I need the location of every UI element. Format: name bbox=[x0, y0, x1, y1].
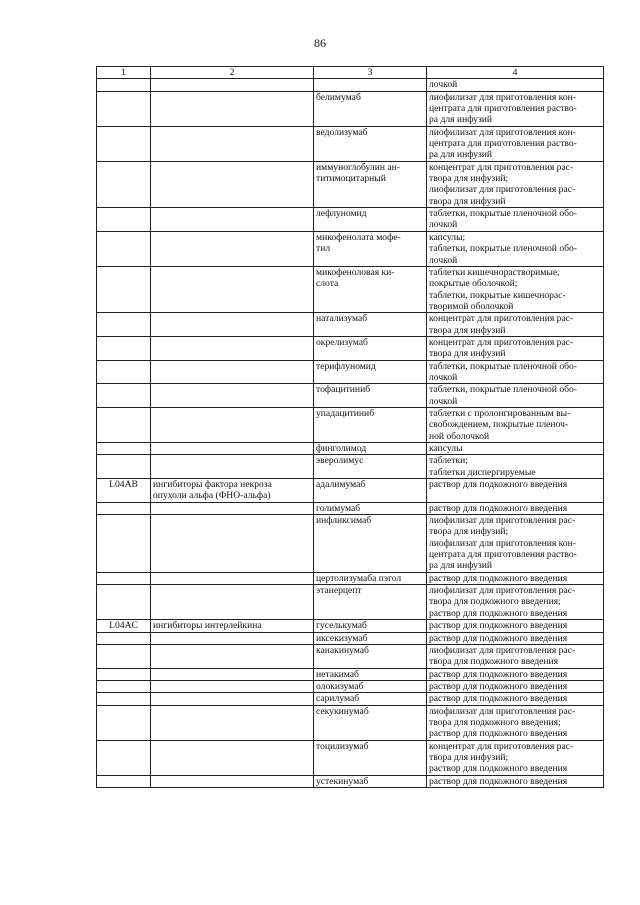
cell-line: олокизумаб bbox=[316, 680, 364, 692]
cell-line: раствор для подкожного введения bbox=[429, 668, 568, 680]
drug-name-cell bbox=[314, 775, 427, 787]
cell-line: белимумаб bbox=[316, 91, 361, 103]
header-col-3: 3 bbox=[314, 67, 427, 79]
cell-line: микофенолата мофе- bbox=[316, 231, 401, 243]
atc-code-cell bbox=[97, 502, 151, 514]
cell-line: ингибиторы интерлейкина bbox=[153, 620, 262, 632]
cell-line: раствор для подкожного введения bbox=[429, 680, 568, 692]
cell-line: ра для инфузий bbox=[429, 560, 493, 572]
cell-line: нетакимаб bbox=[316, 668, 359, 680]
cell-line: иксекизумаб bbox=[316, 632, 368, 644]
atc-code-cell bbox=[97, 79, 151, 91]
dosage-form-cell bbox=[427, 126, 604, 161]
drug-name-cell bbox=[314, 705, 427, 740]
atc-code-cell bbox=[97, 680, 151, 692]
cell-line: твора для инфузий bbox=[429, 324, 506, 336]
cell-line: концентрат для приготовления рас- bbox=[429, 313, 574, 325]
cell-line: голимумаб bbox=[316, 502, 361, 514]
dosage-form-cell bbox=[427, 231, 604, 266]
dosage-form-cell bbox=[427, 693, 604, 705]
group-name-cell bbox=[151, 705, 314, 740]
drug-name-cell bbox=[314, 407, 427, 442]
cell-line: таблетки, покрытые пленочной обо- bbox=[429, 208, 577, 220]
cell-line: натализумаб bbox=[316, 313, 368, 325]
group-name-cell bbox=[151, 620, 314, 632]
table-row bbox=[97, 705, 604, 740]
group-name-cell bbox=[151, 775, 314, 787]
group-name-cell bbox=[151, 266, 314, 312]
cell-line: иммуноглобулин ан- bbox=[316, 161, 400, 173]
cell-line: канакинумаб bbox=[316, 644, 369, 656]
dosage-form-cell bbox=[427, 161, 604, 207]
table-row bbox=[97, 632, 604, 644]
atc-code-cell bbox=[97, 384, 151, 408]
cell-line: таблетки с пролонгированным вы- bbox=[429, 407, 571, 419]
table-row bbox=[97, 91, 604, 126]
table-row bbox=[97, 515, 604, 573]
cell-line: таблетки, покрытые кишечнорас- bbox=[429, 289, 566, 301]
dosage-form-cell bbox=[427, 360, 604, 384]
atc-code-cell bbox=[97, 91, 151, 126]
cell-line: раствор для подкожного введения bbox=[429, 632, 568, 644]
group-name-cell bbox=[151, 693, 314, 705]
drug-name-cell bbox=[314, 126, 427, 161]
table-row bbox=[97, 360, 604, 384]
atc-code-cell: L04AB bbox=[97, 479, 151, 503]
cell-line: капсулы bbox=[429, 443, 463, 454]
cell-line: центрата для приготовления раство- bbox=[429, 138, 577, 150]
drug-name-cell bbox=[314, 231, 427, 266]
cell-line: лочкой bbox=[429, 371, 458, 383]
table-row bbox=[97, 693, 604, 705]
cell-line: ра для инфузий bbox=[429, 149, 493, 161]
group-name-cell bbox=[151, 680, 314, 692]
drug-name-cell bbox=[314, 585, 427, 620]
drug-name-cell bbox=[314, 620, 427, 632]
cell-line: творимой оболочкой bbox=[429, 300, 514, 312]
cell-line: раствор для подкожного введения bbox=[429, 502, 568, 514]
group-name-cell bbox=[151, 208, 314, 232]
cell-line: капсулы; bbox=[429, 231, 466, 243]
cell-line: таблетки, покрытые пленочной обо- bbox=[429, 243, 577, 255]
dosage-form-cell bbox=[427, 705, 604, 740]
cell-line: лиофилизат для приготовления кон- bbox=[429, 537, 576, 549]
drug-name-cell bbox=[314, 91, 427, 126]
cell-line: раствор для подкожного введения bbox=[429, 620, 568, 632]
cell-line: раствор для подкожного введения bbox=[429, 572, 568, 584]
drug-name-cell bbox=[314, 668, 427, 680]
dosage-form-cell bbox=[427, 384, 604, 408]
table-row bbox=[97, 443, 604, 455]
cell-line: твора для подкожного введения; bbox=[429, 596, 561, 608]
cell-line: секукинумаб bbox=[316, 705, 369, 717]
drug-name-cell bbox=[314, 208, 427, 232]
table-row bbox=[97, 668, 604, 680]
table-row bbox=[97, 336, 604, 360]
header-col-4: 4 bbox=[427, 67, 604, 79]
atc-code-cell bbox=[97, 161, 151, 207]
cell-line: твора для подкожного введения; bbox=[429, 716, 561, 728]
cell-line: финголимод bbox=[316, 443, 367, 454]
cell-line: слота bbox=[316, 278, 339, 290]
group-name-cell bbox=[151, 79, 314, 91]
dosage-form-cell bbox=[427, 455, 604, 479]
cell-line: лиофилизат для приготовления кон- bbox=[429, 126, 576, 138]
group-name-cell bbox=[151, 515, 314, 573]
group-name-cell bbox=[151, 443, 314, 455]
cell-line: сарилумаб bbox=[316, 693, 360, 705]
atc-code-cell bbox=[97, 632, 151, 644]
cell-line: твора для инфузий bbox=[429, 348, 506, 360]
atc-code-cell: L04AC bbox=[97, 620, 151, 632]
cell-line: этанерцепт bbox=[316, 585, 362, 597]
cell-line: микофеноловая ки- bbox=[316, 266, 395, 278]
cell-line: лиофилизат для приготовления рас- bbox=[429, 585, 576, 597]
cell-line: таблетки; bbox=[429, 455, 468, 467]
dosage-form-cell bbox=[427, 644, 604, 668]
drug-name-cell bbox=[314, 443, 427, 455]
atc-code-cell bbox=[97, 668, 151, 680]
table-row bbox=[97, 644, 604, 668]
drug-name-cell bbox=[314, 384, 427, 408]
atc-code-cell bbox=[97, 455, 151, 479]
group-name-cell bbox=[151, 336, 314, 360]
cell-line: раствор для подкожного введения bbox=[429, 693, 568, 705]
cell-line: покрытые оболочкой; bbox=[429, 278, 518, 290]
group-name-cell bbox=[151, 479, 314, 503]
cell-line: свобождением, покрытые пленоч- bbox=[429, 419, 569, 431]
cell-line: твора для инфузий; bbox=[429, 526, 509, 538]
group-name-cell bbox=[151, 668, 314, 680]
drug-name-cell bbox=[314, 680, 427, 692]
dosage-form-cell bbox=[427, 620, 604, 632]
dosage-form-cell bbox=[427, 585, 604, 620]
table-row bbox=[97, 502, 604, 514]
cell-line: лочкой bbox=[429, 395, 458, 407]
cell-line: таблетки, покрытые пленочной обо- bbox=[429, 360, 577, 372]
atc-code-cell bbox=[97, 443, 151, 455]
cell-line: цертолизумаба пэгол bbox=[316, 572, 402, 584]
cell-line: раствор для подкожного введения bbox=[429, 728, 568, 740]
cell-line: терифлуномид bbox=[316, 360, 376, 372]
dosage-form-cell bbox=[427, 479, 604, 503]
group-name-cell bbox=[151, 740, 314, 775]
drug-name-cell bbox=[314, 632, 427, 644]
dosage-form-cell bbox=[427, 407, 604, 442]
cell-line: гуселькумаб bbox=[316, 620, 367, 632]
table-header-row bbox=[97, 67, 604, 79]
dosage-form-cell bbox=[427, 443, 604, 455]
group-name-cell bbox=[151, 161, 314, 207]
group-name-cell bbox=[151, 455, 314, 479]
dosage-form-cell bbox=[427, 91, 604, 126]
table-row bbox=[97, 266, 604, 312]
group-name-cell bbox=[151, 502, 314, 514]
drug-name-cell bbox=[314, 266, 427, 312]
header-col-1: 1 bbox=[97, 67, 151, 79]
atc-code-cell bbox=[97, 775, 151, 787]
drug-name-cell bbox=[314, 336, 427, 360]
cell-line: концентрат для приготовления рас- bbox=[429, 161, 574, 173]
atc-code-cell bbox=[97, 360, 151, 384]
cell-line: твора для инфузий bbox=[429, 195, 506, 207]
dosage-form-cell bbox=[427, 632, 604, 644]
group-name-cell bbox=[151, 644, 314, 668]
drug-name-cell bbox=[314, 79, 427, 91]
dosage-form-cell bbox=[427, 313, 604, 337]
cell-line: ведолизумаб bbox=[316, 126, 368, 138]
table-row bbox=[97, 126, 604, 161]
cell-line: раствор для подкожного введения bbox=[429, 763, 568, 775]
atc-code-cell bbox=[97, 231, 151, 266]
group-name-cell bbox=[151, 407, 314, 442]
cell-line: концентрат для приготовления рас- bbox=[429, 740, 574, 752]
dosage-form-cell bbox=[427, 680, 604, 692]
table-row bbox=[97, 479, 604, 503]
dosage-form-cell bbox=[427, 515, 604, 573]
cell-line: центрата для приготовления раство- bbox=[429, 549, 577, 561]
atc-code-cell bbox=[97, 705, 151, 740]
cell-line: ной оболочкой bbox=[429, 430, 490, 442]
table-row bbox=[97, 313, 604, 337]
dosage-form-cell bbox=[427, 502, 604, 514]
group-name-cell bbox=[151, 126, 314, 161]
atc-code-cell bbox=[97, 585, 151, 620]
cell-line: раствор для подкожного введения bbox=[429, 775, 568, 787]
cell-line: лочкой bbox=[429, 79, 458, 91]
atc-code-cell bbox=[97, 572, 151, 584]
atc-code-cell bbox=[97, 336, 151, 360]
group-name-cell bbox=[151, 585, 314, 620]
cell-line: раствор для подкожного введения bbox=[429, 607, 568, 619]
cell-line: лиофилизат для приготовления рас- bbox=[429, 184, 576, 196]
group-name-cell bbox=[151, 313, 314, 337]
dosage-form-cell bbox=[427, 208, 604, 232]
table-row bbox=[97, 585, 604, 620]
table-row bbox=[97, 231, 604, 266]
drug-name-cell bbox=[314, 515, 427, 573]
drug-name-cell bbox=[314, 360, 427, 384]
cell-line: лиофилизат для приготовления кон- bbox=[429, 91, 576, 103]
drug-name-cell bbox=[314, 455, 427, 479]
drug-name-cell bbox=[314, 693, 427, 705]
atc-code-cell bbox=[97, 313, 151, 337]
cell-line: окрелизумаб bbox=[316, 336, 368, 348]
cell-line: титимоцитарный bbox=[316, 173, 386, 185]
atc-code-cell bbox=[97, 740, 151, 775]
cell-line: упадацитиниб bbox=[316, 407, 375, 419]
dosage-form-cell bbox=[427, 266, 604, 312]
cell-line: центрата для приготовления раство- bbox=[429, 103, 577, 115]
atc-code-cell bbox=[97, 266, 151, 312]
cell-line: эверолимус bbox=[316, 455, 364, 467]
drug-name-cell bbox=[314, 644, 427, 668]
table-row bbox=[97, 208, 604, 232]
dosage-form-cell bbox=[427, 668, 604, 680]
atc-code-cell bbox=[97, 644, 151, 668]
dosage-form-cell bbox=[427, 336, 604, 360]
group-name-cell bbox=[151, 91, 314, 126]
cell-line: лефлуномид bbox=[316, 208, 367, 220]
cell-line: раствор для подкожного введения bbox=[429, 479, 568, 491]
cell-line: лочкой bbox=[429, 219, 458, 231]
cell-line: инфликсимаб bbox=[316, 515, 372, 527]
atc-code-cell bbox=[97, 208, 151, 232]
table-row bbox=[97, 407, 604, 442]
table-row bbox=[97, 740, 604, 775]
table-row bbox=[97, 680, 604, 692]
cell-line: опухоли альфа (ФНО-альфа) bbox=[153, 490, 271, 502]
dosage-form-cell bbox=[427, 740, 604, 775]
table-row bbox=[97, 79, 604, 91]
atc-code-cell bbox=[97, 126, 151, 161]
drug-name-cell bbox=[314, 740, 427, 775]
group-name-cell bbox=[151, 360, 314, 384]
cell-line: тоцилизумаб bbox=[316, 740, 369, 752]
group-name-cell bbox=[151, 231, 314, 266]
cell-line: таблетки, покрытые пленочной обо- bbox=[429, 384, 577, 396]
cell-line: твора для инфузий; bbox=[429, 173, 509, 185]
cell-line: тил bbox=[316, 243, 331, 255]
cell-line: таблетки диспергируемые bbox=[429, 466, 536, 478]
group-name-cell bbox=[151, 384, 314, 408]
table-row bbox=[97, 620, 604, 632]
cell-line: лиофилизат для приготовления рас- bbox=[429, 705, 576, 717]
cell-line: тофацитиниб bbox=[316, 384, 371, 396]
drug-table bbox=[96, 66, 604, 788]
table-row bbox=[97, 775, 604, 787]
table-row bbox=[97, 161, 604, 207]
drug-name-cell bbox=[314, 572, 427, 584]
dosage-form-cell bbox=[427, 775, 604, 787]
cell-line: ингибиторы фактора некроза bbox=[153, 479, 272, 491]
cell-line: лиофилизат для приготовления рас- bbox=[429, 644, 576, 656]
group-name-cell bbox=[151, 572, 314, 584]
drug-name-cell bbox=[314, 479, 427, 503]
atc-code-cell bbox=[97, 515, 151, 573]
header-col-2: 2 bbox=[151, 67, 314, 79]
atc-code-cell bbox=[97, 693, 151, 705]
drug-name-cell bbox=[314, 161, 427, 207]
cell-line: таблетки кишечнорастворимые, bbox=[429, 266, 560, 278]
cell-line: устекинумаб bbox=[316, 775, 369, 787]
dosage-form-cell bbox=[427, 572, 604, 584]
atc-code-cell bbox=[97, 407, 151, 442]
table-row bbox=[97, 455, 604, 479]
group-name-cell bbox=[151, 632, 314, 644]
page-number: 86 bbox=[314, 36, 326, 50]
cell-line: твора для подкожного введения bbox=[429, 656, 559, 668]
cell-line: адалимумаб bbox=[316, 479, 366, 491]
cell-line: твора для инфузий; bbox=[429, 751, 509, 763]
cell-line: ра для инфузий bbox=[429, 114, 493, 126]
drug-name-cell bbox=[314, 313, 427, 337]
drug-name-cell bbox=[314, 502, 427, 514]
cell-line: лочкой bbox=[429, 254, 458, 266]
cell-line: лиофилизат для приготовления рас- bbox=[429, 515, 576, 527]
dosage-form-cell bbox=[427, 79, 604, 91]
table-row bbox=[97, 384, 604, 408]
table-row bbox=[97, 572, 604, 584]
cell-line: концентрат для приготовления рас- bbox=[429, 336, 574, 348]
